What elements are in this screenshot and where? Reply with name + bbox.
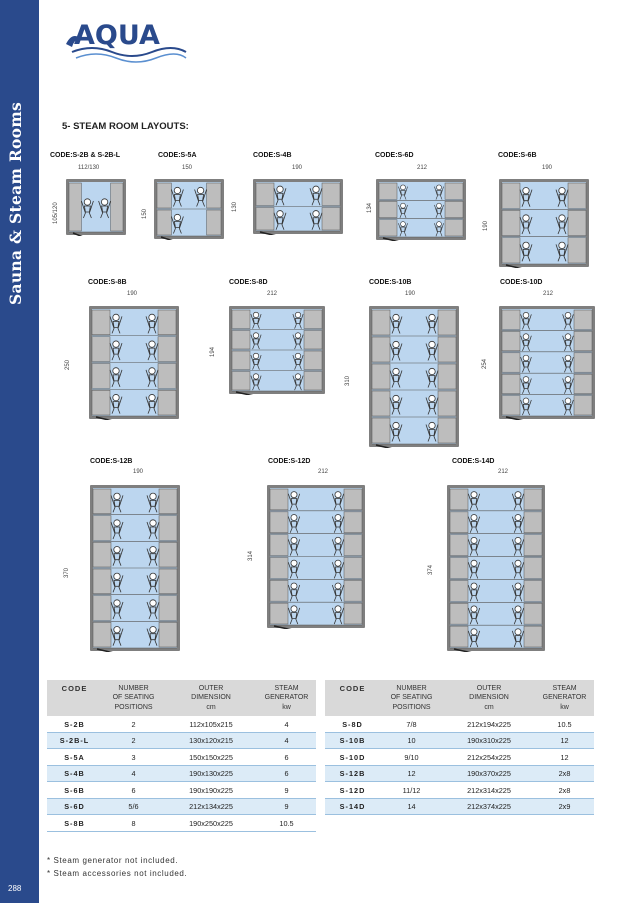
table-cell: 212x374x225	[443, 798, 535, 815]
table-cell: 112x105x215	[165, 716, 257, 732]
bench	[256, 183, 274, 206]
bench	[158, 337, 176, 362]
table-cell: 10.5	[535, 716, 594, 732]
bench	[111, 183, 123, 231]
bench	[438, 418, 456, 443]
bench	[304, 372, 322, 391]
table-cell: 212x314x225	[443, 782, 535, 799]
table-cell: 12	[535, 732, 594, 749]
depth-dimension: 134	[367, 202, 373, 213]
bench	[322, 183, 340, 206]
bench	[379, 220, 397, 236]
bench	[270, 580, 288, 601]
table-cell: S-4B	[47, 765, 102, 782]
bench	[344, 580, 362, 601]
table-cell: 212x254x225	[443, 749, 535, 766]
bench	[344, 535, 362, 556]
table-header-row	[47, 680, 316, 716]
room-plan-s-6d	[375, 178, 467, 241]
bench	[93, 596, 111, 621]
bench	[344, 603, 362, 624]
table-cell: 2	[102, 732, 165, 749]
width-dimension: 190	[127, 291, 138, 297]
room-plan-s-4b	[252, 178, 344, 235]
table-cell: 12	[535, 749, 594, 766]
bench	[159, 569, 177, 594]
layout-code: CODE:S-10B	[369, 279, 412, 286]
bench	[232, 372, 250, 391]
bench	[158, 310, 176, 335]
table-cell: 150x150x225	[165, 749, 257, 766]
column-header: CODE	[325, 680, 380, 716]
table-cell: S-14D	[325, 798, 380, 815]
table-cell: 8	[102, 815, 165, 832]
bench	[372, 337, 390, 362]
bench	[207, 183, 221, 208]
table-row	[325, 798, 594, 815]
bench	[159, 489, 177, 514]
width-dimension: 212	[417, 165, 428, 171]
width-dimension: 190	[292, 165, 303, 171]
table-row	[325, 716, 594, 732]
table-cell: 5/6	[102, 798, 165, 815]
bench	[270, 558, 288, 579]
bench	[450, 512, 468, 533]
table-cell: 4	[257, 716, 316, 732]
bench	[158, 390, 176, 415]
table-cell: 3	[102, 749, 165, 766]
bench	[93, 489, 111, 514]
layout-code: CODE:S-12B	[90, 458, 133, 465]
bench	[322, 208, 340, 231]
bench	[445, 201, 463, 217]
table-row	[47, 765, 316, 782]
table-row	[325, 765, 594, 782]
bench	[157, 210, 171, 235]
table-cell: 6	[102, 782, 165, 799]
bench	[445, 183, 463, 199]
bench	[270, 512, 288, 533]
bench	[438, 364, 456, 389]
bench	[524, 535, 542, 556]
depth-dimension: 314	[248, 550, 254, 561]
layout-code: CODE:S-5A	[158, 152, 197, 159]
table-cell: S-2B-L	[47, 732, 102, 749]
note-generator: * Steam generator not included.	[47, 856, 179, 865]
bench	[159, 516, 177, 541]
table-cell: S-8B	[47, 815, 102, 832]
sidebar-title: Sauna & Steam Rooms	[6, 101, 25, 305]
width-dimension: 190	[405, 291, 416, 297]
table-cell: 4	[257, 732, 316, 749]
room-plan-s-2b	[65, 178, 127, 236]
bench	[159, 542, 177, 567]
bench	[344, 489, 362, 510]
room-plan-s-12b	[89, 484, 181, 652]
table-row	[47, 798, 316, 815]
bench	[304, 351, 322, 370]
column-header: OUTER DIMENSION cm	[165, 680, 257, 716]
column-header: OUTER DIMENSION cm	[443, 680, 535, 716]
bench	[372, 310, 390, 335]
layout-code: CODE:S-4B	[253, 152, 292, 159]
table-row	[325, 732, 594, 749]
bench	[93, 622, 111, 647]
bench	[93, 569, 111, 594]
bench	[574, 396, 592, 415]
bench	[450, 626, 468, 647]
bench	[502, 396, 520, 415]
note-accessories: * Steam accessories not included.	[47, 869, 188, 878]
bench	[438, 391, 456, 416]
bench	[92, 390, 110, 415]
table-cell: 14	[380, 798, 443, 815]
depth-dimension: 250	[65, 359, 71, 370]
depth-dimension: 190	[483, 220, 489, 231]
bench	[372, 364, 390, 389]
bench	[568, 210, 586, 235]
room-plan-s-10d	[498, 305, 596, 420]
table-cell: S-6B	[47, 782, 102, 799]
bench	[270, 535, 288, 556]
bench	[568, 238, 586, 263]
bench	[438, 310, 456, 335]
page-number: 288	[8, 884, 22, 893]
width-dimension: 212	[498, 469, 509, 475]
room-plan-s-12d	[266, 484, 366, 629]
table-cell: 190x130x225	[165, 765, 257, 782]
bench	[344, 512, 362, 533]
layout-code: CODE:S-6D	[375, 152, 414, 159]
depth-dimension: 254	[482, 358, 488, 369]
bench	[438, 337, 456, 362]
bench	[69, 183, 81, 231]
bench	[207, 210, 221, 235]
bench	[524, 603, 542, 624]
bench	[304, 331, 322, 350]
depth-dimension: 150	[142, 208, 148, 219]
table-cell: S-5A	[47, 749, 102, 766]
bench	[568, 183, 586, 208]
bench	[574, 353, 592, 372]
table-row	[325, 782, 594, 799]
depth-dimension: 105/120	[53, 202, 59, 224]
table-cell: S-8D	[325, 716, 380, 732]
depth-dimension: 370	[64, 567, 70, 578]
table-cell: 9	[257, 798, 316, 815]
table-cell: 190x310x225	[443, 732, 535, 749]
table-cell: 212x134x225	[165, 798, 257, 815]
bench	[502, 183, 520, 208]
depth-dimension: 310	[345, 375, 351, 386]
table-cell: 6	[257, 765, 316, 782]
layout-code: CODE:S-2B & S-2B-L	[50, 152, 121, 159]
room-plan-s-8b	[88, 305, 180, 420]
bench	[502, 210, 520, 235]
table-cell: S-12B	[325, 765, 380, 782]
bench	[445, 220, 463, 236]
table-cell: S-10B	[325, 732, 380, 749]
bench	[524, 626, 542, 647]
column-header: NUMBER OF SEATING POSITIONS	[102, 680, 165, 716]
room-plan-s-5a	[153, 178, 225, 240]
bench	[92, 364, 110, 389]
bench	[502, 374, 520, 393]
table-cell: 212x194x225	[443, 716, 535, 732]
bench	[450, 489, 468, 510]
bench	[232, 310, 250, 329]
width-dimension: 212	[267, 291, 278, 297]
bench	[502, 353, 520, 372]
layout-code: CODE:S-8B	[88, 279, 127, 286]
bench	[502, 310, 520, 329]
table-row	[47, 749, 316, 766]
bench	[92, 310, 110, 335]
table-cell: 7/8	[380, 716, 443, 732]
column-header: NUMBER OF SEATING POSITIONS	[380, 680, 443, 716]
depth-dimension: 130	[232, 201, 238, 212]
aqua-logo	[58, 14, 188, 64]
bench	[93, 516, 111, 541]
section-title: 5- STEAM ROOM LAYOUTS:	[62, 121, 189, 132]
table-row	[47, 815, 316, 832]
bench	[379, 201, 397, 217]
room-plan-s-6b	[498, 178, 590, 268]
layout-code: CODE:S-12D	[268, 458, 311, 465]
room-plan-s-14d	[446, 484, 546, 652]
table-cell: 2	[102, 716, 165, 732]
bench	[158, 364, 176, 389]
column-header: STEAM GENERATOR kw	[257, 680, 316, 716]
table-cell: 10	[380, 732, 443, 749]
bench	[344, 558, 362, 579]
bench	[574, 374, 592, 393]
table-cell: 190x250x225	[165, 815, 257, 832]
specs-table-left	[47, 680, 316, 832]
column-header: STEAM GENERATOR kw	[535, 680, 594, 716]
layout-code: CODE:S-8D	[229, 279, 268, 286]
bench	[379, 183, 397, 199]
table-cell: 9/10	[380, 749, 443, 766]
bench	[304, 310, 322, 329]
table-cell: 4	[102, 765, 165, 782]
width-dimension: 212	[318, 469, 329, 475]
logo-text: AQUA	[74, 20, 160, 51]
bench	[450, 580, 468, 601]
table-row	[325, 749, 594, 766]
table-cell: 10.5	[257, 815, 316, 832]
bench	[372, 391, 390, 416]
table-row	[47, 782, 316, 799]
table-header-row	[325, 680, 594, 716]
table-row	[47, 732, 316, 749]
specs-table-right	[325, 680, 594, 815]
table-cell: S-12D	[325, 782, 380, 799]
bench	[270, 603, 288, 624]
bench	[450, 535, 468, 556]
table-cell: 9	[257, 782, 316, 799]
layout-code: CODE:S-14D	[452, 458, 495, 465]
bench	[524, 580, 542, 601]
bench	[502, 331, 520, 350]
table-cell: S-10D	[325, 749, 380, 766]
table-cell: 2x8	[535, 782, 594, 799]
table-cell: 130x120x215	[165, 732, 257, 749]
bench	[157, 183, 171, 208]
bench	[93, 542, 111, 567]
bench	[524, 558, 542, 579]
room-plan-s-8d	[228, 305, 326, 395]
bench	[270, 489, 288, 510]
depth-dimension: 374	[428, 564, 434, 575]
bench	[232, 351, 250, 370]
layout-code: CODE:S-10D	[500, 279, 543, 286]
table-row	[47, 716, 316, 732]
bench	[524, 489, 542, 510]
table-cell: 12	[380, 765, 443, 782]
bench	[159, 596, 177, 621]
width-dimension: 190	[133, 469, 144, 475]
bench	[256, 208, 274, 231]
bench	[574, 331, 592, 350]
column-header: CODE	[47, 680, 102, 716]
width-dimension: 112/130	[78, 165, 100, 171]
bench	[450, 603, 468, 624]
sidebar	[0, 0, 39, 903]
bench	[574, 310, 592, 329]
table-cell: 6	[257, 749, 316, 766]
width-dimension: 150	[182, 165, 193, 171]
table-cell: 190x190x225	[165, 782, 257, 799]
bench	[450, 558, 468, 579]
bench	[92, 337, 110, 362]
bench	[524, 512, 542, 533]
layout-code: CODE:S-6B	[498, 152, 537, 159]
table-cell: S-6D	[47, 798, 102, 815]
table-cell: 2x8	[535, 765, 594, 782]
bench	[159, 622, 177, 647]
bench	[502, 238, 520, 263]
width-dimension: 212	[543, 291, 554, 297]
table-cell: 2x9	[535, 798, 594, 815]
table-cell: 11/12	[380, 782, 443, 799]
width-dimension: 190	[542, 165, 553, 171]
bench	[372, 418, 390, 443]
table-cell: 190x370x225	[443, 765, 535, 782]
room-plan-s-10b	[368, 305, 460, 448]
depth-dimension: 194	[210, 346, 216, 357]
table-cell: S-2B	[47, 716, 102, 732]
bench	[232, 331, 250, 350]
